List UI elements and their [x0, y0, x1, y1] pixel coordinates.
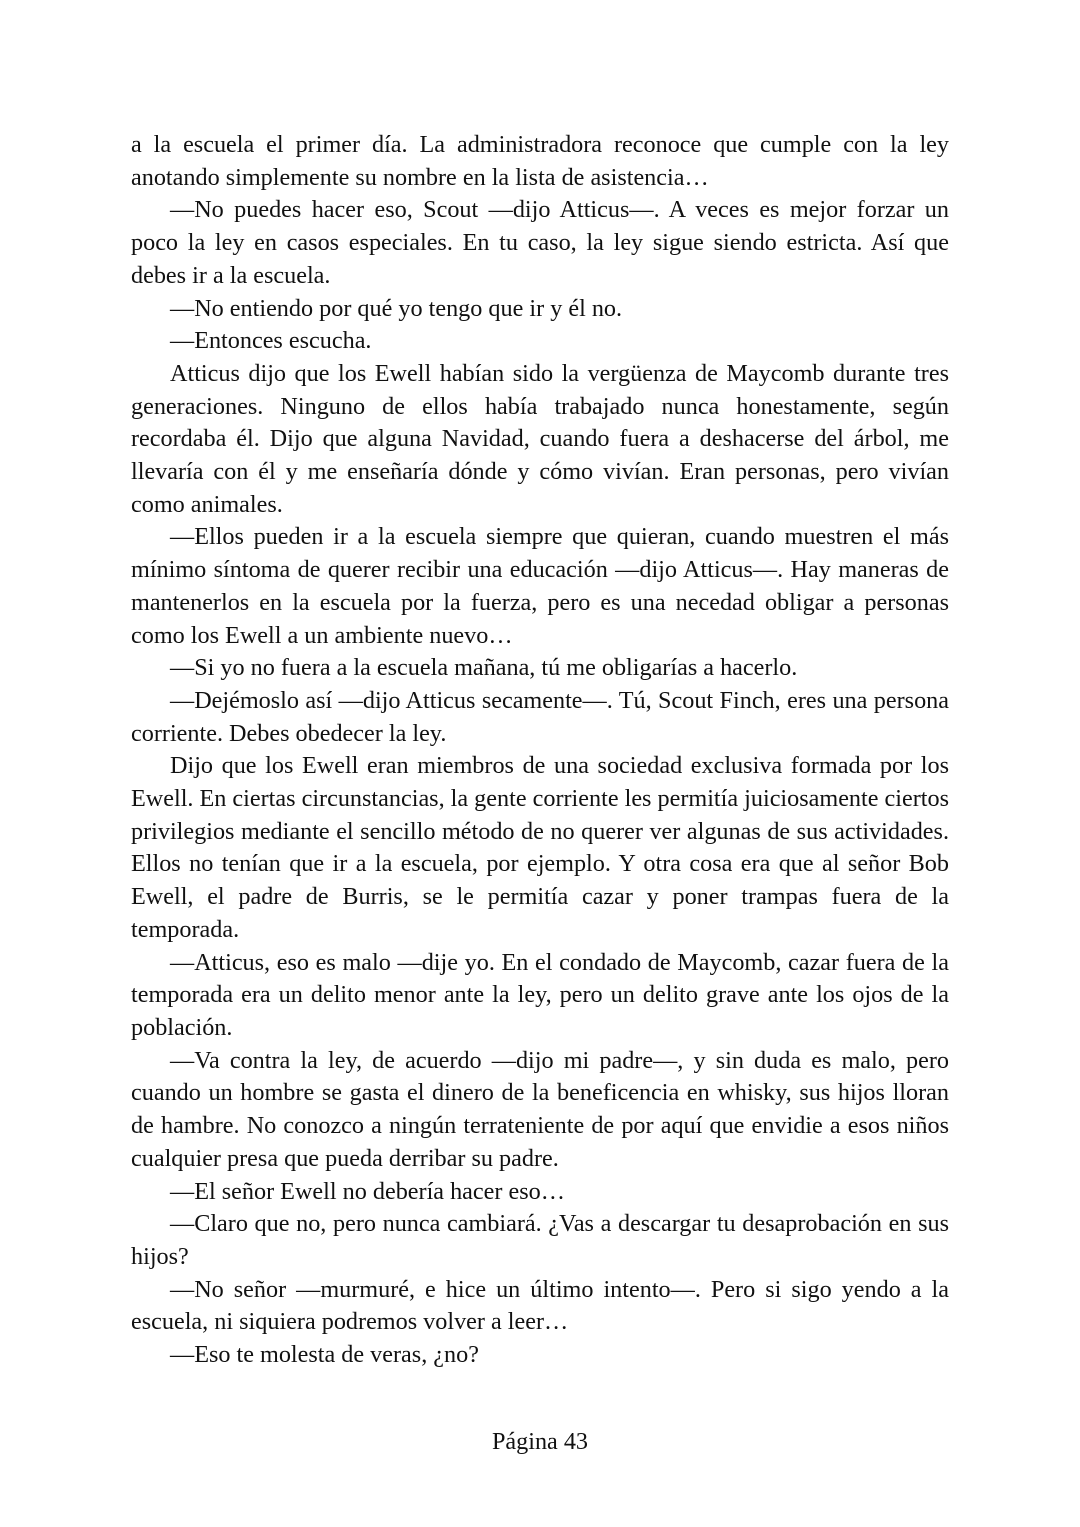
paragraph: —No señor —murmuré, e hice un último intento—. Pero si sigo yendo a la escuela, ni siquiera podremos volver a leer…: [131, 1275, 949, 1336]
paragraph: —Dejémoslo así —dijo Atticus secamente—. Tú, Scout Finch, eres una persona corriente. Debes obedecer la ley.: [131, 686, 949, 747]
paragraph: —Si yo no fuera a la escuela mañana, tú me obligarías a hacerlo.: [170, 654, 798, 682]
paragraph: Dijo que los Ewell eran miembros de una sociedad exclusiva formada por los Ewell. En ciertas circunstancias, la gente corriente les permitía juiciosamente ciertos privilegios mediante el sencillo método de no querer ver algunas de sus actividades. Ellos no tenían que ir a la escuela, por ejemplo. Y otra cosa era que al señor Bob Ewell, el padre de Burris, se le permitía cazar y poner trampas fuera de la temporada.: [131, 752, 950, 943]
paragraph: —Claro que no, pero nunca cambiará. ¿Vas a descargar tu desaprobación en sus hijos?: [131, 1210, 949, 1270]
page-number: Página 43: [491, 1428, 589, 1455]
paragraph: —Ellos pueden ir a la escuela siempre que quieran, cuando muestren el más mínimo síntoma de querer recibir una educación —dijo Atticus—. Hay maneras de mantenerlos en la escuela por la fuerza, pero es una necedad obligar a personas como los Ewell a un ambiente nuevo…: [131, 523, 949, 649]
paragraph: —Va contra la ley, de acuerdo —dijo mi padre—, y sin duda es malo, pero cuando un hombre se gasta el dinero de la beneficencia en whisky, sus hijos lloran de hambre. No conozco a ningún terrateniente de por aquí que envidie a esos niños cualquier presa que pueda derribar su padre.: [131, 1046, 949, 1172]
paragraph: Atticus dijo que los Ewell habían sido la vergüenza de Maycomb durante tres generaciones. Ninguno de ellos había trabajado nunca honestamente, según recordaba él. Dijo que alguna Navidad, cuando fuera a deshacerse del árbol, me llevaría con él y me enseñaría dónde y cómo vivían. Eran personas, pero vivían como animales.: [131, 359, 949, 518]
page-body: [131, 129, 949, 1372]
paragraph: —No puedes hacer eso, Scout —dijo Atticus—. A veces es mejor forzar un poco la ley en casos especiales. En tu caso, la ley sigue siendo estricta. Así que debes ir a la escuela.: [131, 196, 949, 289]
paragraph: —Eso te molesta de veras, ¿no?: [170, 1341, 479, 1369]
paragraph: —Atticus, eso es malo —dije yo. En el condado de Maycomb, cazar fuera de la temporada era un delito menor ante la ley, pero un delito grave ante los ojos de la población.: [131, 948, 949, 1041]
paragraph: —Entonces escucha.: [170, 327, 372, 355]
paragraph: —No entiendo por qué yo tengo que ir y él no.: [170, 294, 623, 322]
paragraph: a la escuela el primer día. La administradora reconoce que cumple con la ley anotando simplemente su nombre en la lista de asistencia…: [131, 131, 949, 191]
paragraph: —El señor Ewell no debería hacer eso…: [170, 1177, 565, 1205]
